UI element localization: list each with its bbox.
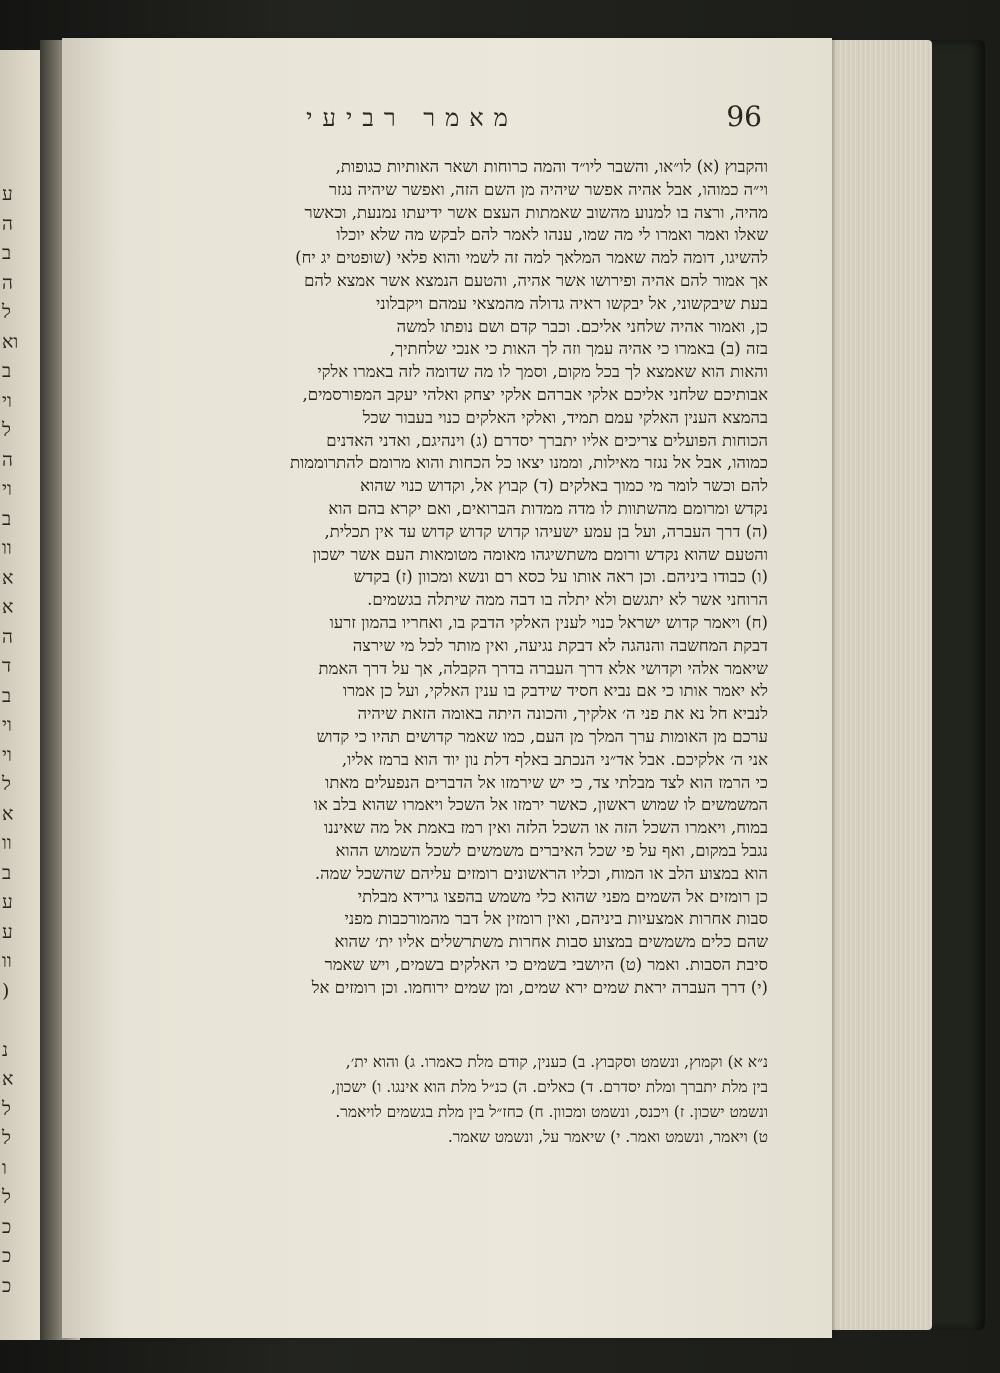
text-line: אבותיכם שלחני אליכם אלקי אברהם אלקי יצחק ואלהי יעקב המפורסמים, <box>302 384 768 404</box>
text-line: סיבת הסבות. ואמר (ט) היושבי בשמים כי האלקים בשמים, ויש שאמר <box>324 954 768 974</box>
text-line: כי הרמז הוא לצד מבלתי צד, כי יש שירמזו אל הדברים הנפעלים מאתו <box>325 772 768 792</box>
text-line: המשמשים לו שמוש ראשון, כאשר ירמזו אל השכל ויאמרו שהוא בלב או <box>313 795 768 815</box>
text-line: שהם כלים משמשים במצוע סבות אחרות משתרשלים אליו ית׳ שהוא <box>334 932 768 952</box>
footnote-line: נ״א א) וקמוץ, ונשמט וסקבוץ. ב) כענין, קודם מלת כאמרו. ג) והוא ית׳, <box>345 1053 768 1071</box>
text-line: בהמצא הענין האלקי עמם תמיד, ואלקי האלקים כנוי בעבור שכל <box>362 407 768 427</box>
text-line: (י) דרך העברה יראת שמים ירא שמים, ומן שמים ירוחמו. וכן רומזים אל <box>311 977 768 997</box>
page-header <box>292 100 762 144</box>
text-line: בזה (ב) באמרו כי אהיה עמך וזה לך האות כי אנכי שלחתיך, <box>389 339 768 359</box>
text-line: שיאמר אלהי וקדושי אלא דרך העברה בדרך הקבלה, אך על דרך האמת <box>318 658 768 678</box>
text-line: והאות הוא שאמצא לך בכל מקום, וסמך לו מה שדומה לזה באמרו אלקי <box>317 362 768 382</box>
text-line: (ח) ויאמר קדוש ישראל כנוי לענין האלקי הדבק בו, ואחריו בהמון זרעו <box>329 612 768 632</box>
text-line: נקדש ומרומם מהשתוות לו מדה ממדות הברואים, ואם יקרא בהם הוא <box>328 498 768 518</box>
page-number: 96 <box>726 100 762 133</box>
text-line: והטעם שהוא נקדש ורומם משתשיגהו מאומה מטומאות העם אשר ישכון <box>312 544 768 564</box>
text-line: וי״ה כמוהו, אבל אהיה אפשר שיהיה מן השם הזה, ואפשר שיהיה נגזר <box>328 179 768 199</box>
text-line: כן רומזים אל השמים מפני שהוא כלי משמש בהפצו גרידא מבלתי <box>357 886 768 906</box>
running-title: מאמר רביעי <box>306 104 518 132</box>
text-line: לנביא חל נא את פני ה׳ אלקיך, והכונה היתה באומה הזאת שיהיה <box>357 704 768 724</box>
text-line: להשיגו, דומה למה שאמר המלאך למה זה לשמי והוא פלאי (שופטים יג יח) <box>295 248 768 268</box>
text-line: מהיה, ורצה בו למנוע מהשוב שאמתות העצם אשר ידיעתו נמנעת, וכאשר <box>304 202 768 222</box>
footnote-line: ט) ויאמר, ונשמט ואמר. י) שיאמר על, ונשמט שאמר. <box>447 1128 768 1146</box>
text-line: כן, ואמור אהיה שלחני אליכם. וכבר קדם ושם נופתו למשה <box>396 316 768 336</box>
text-line: אך אמור להם אהיה ופירושו אשר אהיה, והטעם הנמצא אשר אמצא להם <box>304 270 768 290</box>
text-line: אני ה׳ אלקיכם. אבל אד״ני הנכתב באלף דלת נון יוד הוא ברמז אליו, <box>341 749 768 769</box>
text-line: הכוחות הפועלים צריכים אליו יתברך יסדרם (ג) וינהיגם, ואדני האדנים <box>326 430 768 450</box>
page-edges <box>822 40 932 1330</box>
facing-page-text: ע ה ב ה ל וא ב וי ל ה וי ב וו א א ה ד ב וי וי ל א וו ב ע ע וו ) נ א ל ל ו ל כ כ כ <box>2 183 19 1297</box>
text-line: (ו) כבודו ביניהם. וכן ראה אותו על כסא רם ונשא ומכוון (ז) בקדש <box>353 567 768 587</box>
text-line: ערכם מן האומות ערך המלך מן העם, כמו שאמר קדושים תהיו כי קדוש <box>316 726 768 746</box>
text-line: (ה) דרך העברה, ועל בן עמע ישעיהו קדוש קדוש קדוש עד אין תכלית, <box>324 521 768 541</box>
text-line: להם וכשר לומר מי כמוך באלקים (ד) קבוץ אל, וקדוש כנוי שהוא <box>360 476 768 496</box>
main-text <box>90 156 768 999</box>
book-page <box>62 38 832 1338</box>
text-line: דבקת המחשבה והנהגה לא דבקת נגיעה, ואין מותר לכל מי שירצה <box>352 635 768 655</box>
footnotes <box>90 1050 768 1150</box>
text-line: הוא במצוע הלב או המוח, וכליו הראשונים רומזים עליהם שהשכל שמה. <box>314 863 768 883</box>
text-line: כמוהו, אבל אל נגזר מאילות, וממנו יצאו כל הכחות והוא מרומם להתרוממות <box>289 453 768 473</box>
text-line: שאלו ואמר ואמרו לי מה שמו, ענהו לאמר להם לבקש מה שלא יוכלו <box>336 225 768 245</box>
text-line: והקבוץ (א) לו״או, והשבר ליו״ד והמה כרוחות ושאר האותיות כגופות, <box>335 157 768 176</box>
text-line: לא יאמר אותו כי אם נביא חסיד שידבק בו ענין האלקי, ועל כן אמרו <box>342 681 768 701</box>
text-line: במוח, ויאמרו השכל הזה או השכל הלזה ואין רמז באמת אל מה שאיננו <box>324 818 768 838</box>
text-line: סבות אחרות אמצעיות ביניהם, ואין רומזין אל דבר מהמורכבות מפני <box>344 909 768 929</box>
footnote-line: ונשמט ישכון. ז) ויכנס, ונשמט ומכוון. ח) כחז״ל בין מלת בגשמים לויאמר. <box>335 1103 768 1121</box>
text-line: הרוחני אשר לא יתגשם ולא יתלה בו דבה ממה שיתלה בגשמים. <box>367 590 768 610</box>
text-line: נגבל במקום, ואף על פי שכל האיברים משמשים לשכל השמוש ההוא <box>335 840 768 860</box>
footnote-line: בין מלת יתברך ומלת יסדרם. ד) כאלים. ה) כנ״ל מלת הוא אינגו. ו) ישכון, <box>330 1078 768 1096</box>
text-line: בעת שיבקשוני, אל יבקשו ראיה גדולה מהמצאי עמהם ויקבלוני <box>375 293 768 313</box>
